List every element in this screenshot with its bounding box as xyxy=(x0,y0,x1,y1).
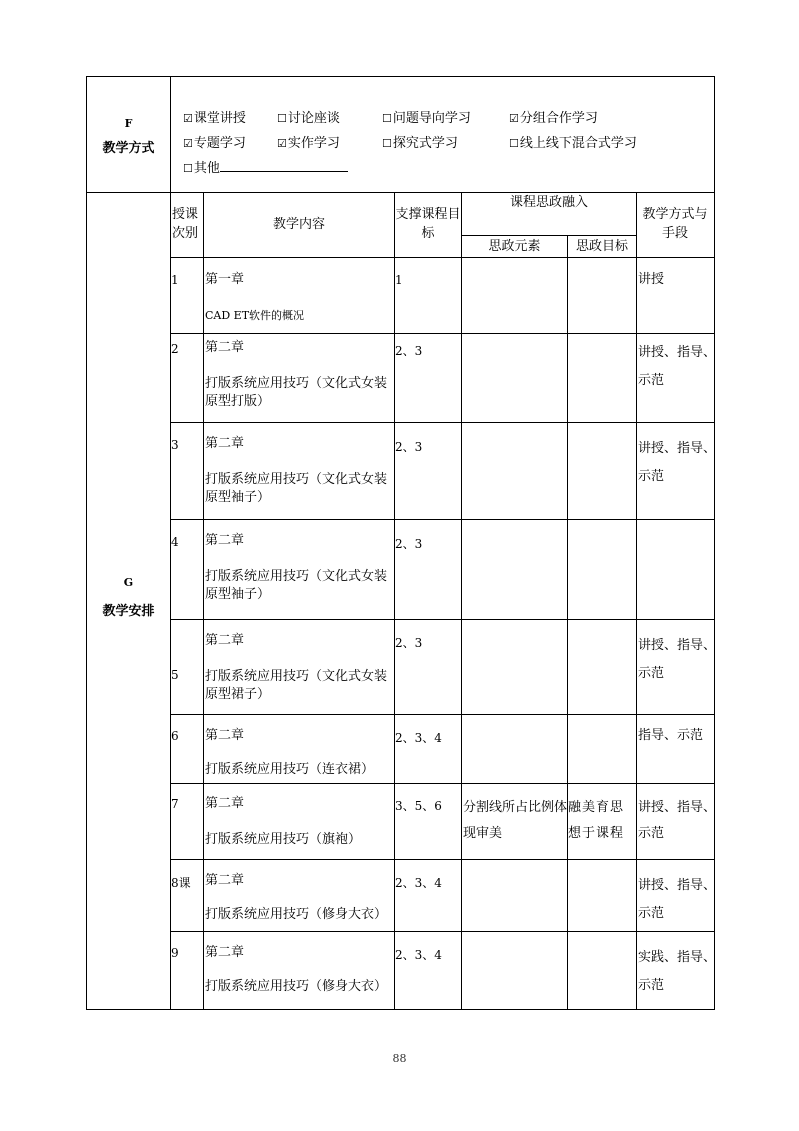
goal-value: 2、3、4 xyxy=(395,731,442,745)
goal-value: 2、3、4 xyxy=(395,876,442,890)
method-text: 实践、指导、示范 xyxy=(638,950,717,993)
chapter-title: 第二章 xyxy=(205,873,245,888)
content-text: 打版系统应用技巧（文化式女装原型袖子） xyxy=(205,472,388,505)
goal-value: 3、5、6 xyxy=(395,799,442,813)
session-number: 8课 xyxy=(171,876,191,890)
content-text: 打版系统应用技巧（文化式女装原型打版） xyxy=(205,376,388,409)
session-number: 5 xyxy=(171,668,179,682)
goal-value: 2、3 xyxy=(395,537,423,551)
content-text: 打版系统应用技巧（修身大衣） xyxy=(205,907,388,922)
checkbox-icon: ☐ xyxy=(382,137,392,150)
section-g-title: 教学安排 xyxy=(102,604,155,619)
divider xyxy=(567,235,568,1009)
chapter-title: 第一章 xyxy=(205,272,245,287)
goal-value: 2、3 xyxy=(395,344,423,358)
option-inquiry[interactable]: ☐探究式学习 xyxy=(382,136,458,151)
session-number: 4 xyxy=(171,535,179,549)
method-text: 指导、示范 xyxy=(638,728,704,743)
method-text: 讲授、指导、示范 xyxy=(638,441,717,484)
divider xyxy=(171,333,714,334)
divider xyxy=(461,193,462,1009)
method-text: 讲授 xyxy=(638,272,665,287)
header-element: 思政元素 xyxy=(488,239,541,254)
chapter-title: 第二章 xyxy=(205,633,245,648)
divider xyxy=(636,193,637,1009)
content-text: 打版系统应用技巧（文化式女装原型裙子） xyxy=(205,669,388,702)
option-lecture[interactable]: ☑课堂讲授 xyxy=(183,111,246,126)
divider xyxy=(171,422,714,423)
method-text: 讲授、指导、示范 xyxy=(638,800,717,841)
teaching-schedule-section xyxy=(86,193,715,1010)
teaching-method-section xyxy=(86,76,715,193)
divider xyxy=(461,235,636,236)
session-number: 3 xyxy=(171,438,179,452)
divider xyxy=(171,783,714,784)
chapter-title: 第二章 xyxy=(205,340,245,355)
content-text: CAD ET软件的概况 xyxy=(205,309,305,322)
checkbox-icon: ☐ xyxy=(183,162,193,175)
checkbox-icon: ☐ xyxy=(509,137,519,150)
goal-value: 2、3 xyxy=(395,440,423,454)
method-text: 讲授、指导、示范 xyxy=(638,878,717,921)
section-f-code: F xyxy=(124,117,133,130)
method-text: 讲授、指导、示范 xyxy=(638,638,717,681)
goal-value: 2、3、4 xyxy=(395,948,442,962)
section-f-title: 教学方式 xyxy=(102,141,155,156)
session-number: 1 xyxy=(171,273,179,287)
session-number: 2 xyxy=(171,342,179,356)
goal-value: 1 xyxy=(395,273,403,287)
section-g-code: G xyxy=(123,576,134,589)
header-method: 教学方式与手段 xyxy=(642,207,708,241)
method-text: 讲授、指导、示范 xyxy=(638,345,717,388)
divider xyxy=(171,619,714,620)
content-text: 打版系统应用技巧（连衣裙） xyxy=(205,762,375,777)
ideology-target: 融美育思想于课程 xyxy=(568,800,625,841)
chapter-title: 第二章 xyxy=(205,533,245,548)
divider xyxy=(171,519,714,520)
section-f-label xyxy=(87,77,171,192)
checkbox-icon: ☑ xyxy=(183,112,193,125)
header-session: 授课次别 xyxy=(172,207,199,241)
session-number: 9 xyxy=(171,946,179,960)
option-problem-based[interactable]: ☐问题导向学习 xyxy=(382,111,471,126)
option-group-cooperation[interactable]: ☑分组合作学习 xyxy=(509,111,598,126)
option-other[interactable]: ☐其他 xyxy=(183,157,348,176)
content-text: 打版系统应用技巧（旗袍） xyxy=(205,832,362,847)
chapter-title: 第二章 xyxy=(205,728,245,743)
chapter-title: 第二章 xyxy=(205,436,245,451)
goal-value: 2、3 xyxy=(395,636,423,650)
checkbox-icon: ☐ xyxy=(382,112,392,125)
session-number: 6 xyxy=(171,729,179,743)
chapter-title: 第二章 xyxy=(205,945,245,960)
divider xyxy=(171,859,714,860)
divider xyxy=(171,714,714,715)
chapter-title: 第二章 xyxy=(205,796,245,811)
checkbox-icon: ☑ xyxy=(183,137,193,150)
header-ideology: 课程思政融入 xyxy=(509,195,588,210)
option-topic[interactable]: ☑专题学习 xyxy=(183,136,246,151)
header-goal: 支撑课程目标 xyxy=(395,207,461,241)
divider xyxy=(203,193,204,1009)
divider xyxy=(171,931,714,932)
option-practice[interactable]: ☑实作学习 xyxy=(277,136,340,151)
checkbox-icon: ☑ xyxy=(277,137,287,150)
divider xyxy=(171,257,714,258)
content-text: 打版系统应用技巧（修身大衣） xyxy=(205,979,388,994)
option-discussion[interactable]: ☐讨论座谈 xyxy=(277,111,340,126)
header-content: 教学内容 xyxy=(272,217,325,232)
other-blank-line[interactable] xyxy=(220,159,348,172)
session-number: 7 xyxy=(171,797,179,811)
section-g-label xyxy=(87,193,171,1009)
checkbox-icon: ☐ xyxy=(277,112,287,125)
header-target: 思政目标 xyxy=(575,239,628,254)
ideology-element: 分割线所占比例体现审美 xyxy=(463,800,568,841)
checkbox-icon: ☑ xyxy=(509,112,519,125)
content-text: 打版系统应用技巧（文化式女装原型袖子） xyxy=(205,569,388,602)
page-number: 88 xyxy=(392,1052,407,1065)
option-blended[interactable]: ☐线上线下混合式学习 xyxy=(509,136,637,151)
